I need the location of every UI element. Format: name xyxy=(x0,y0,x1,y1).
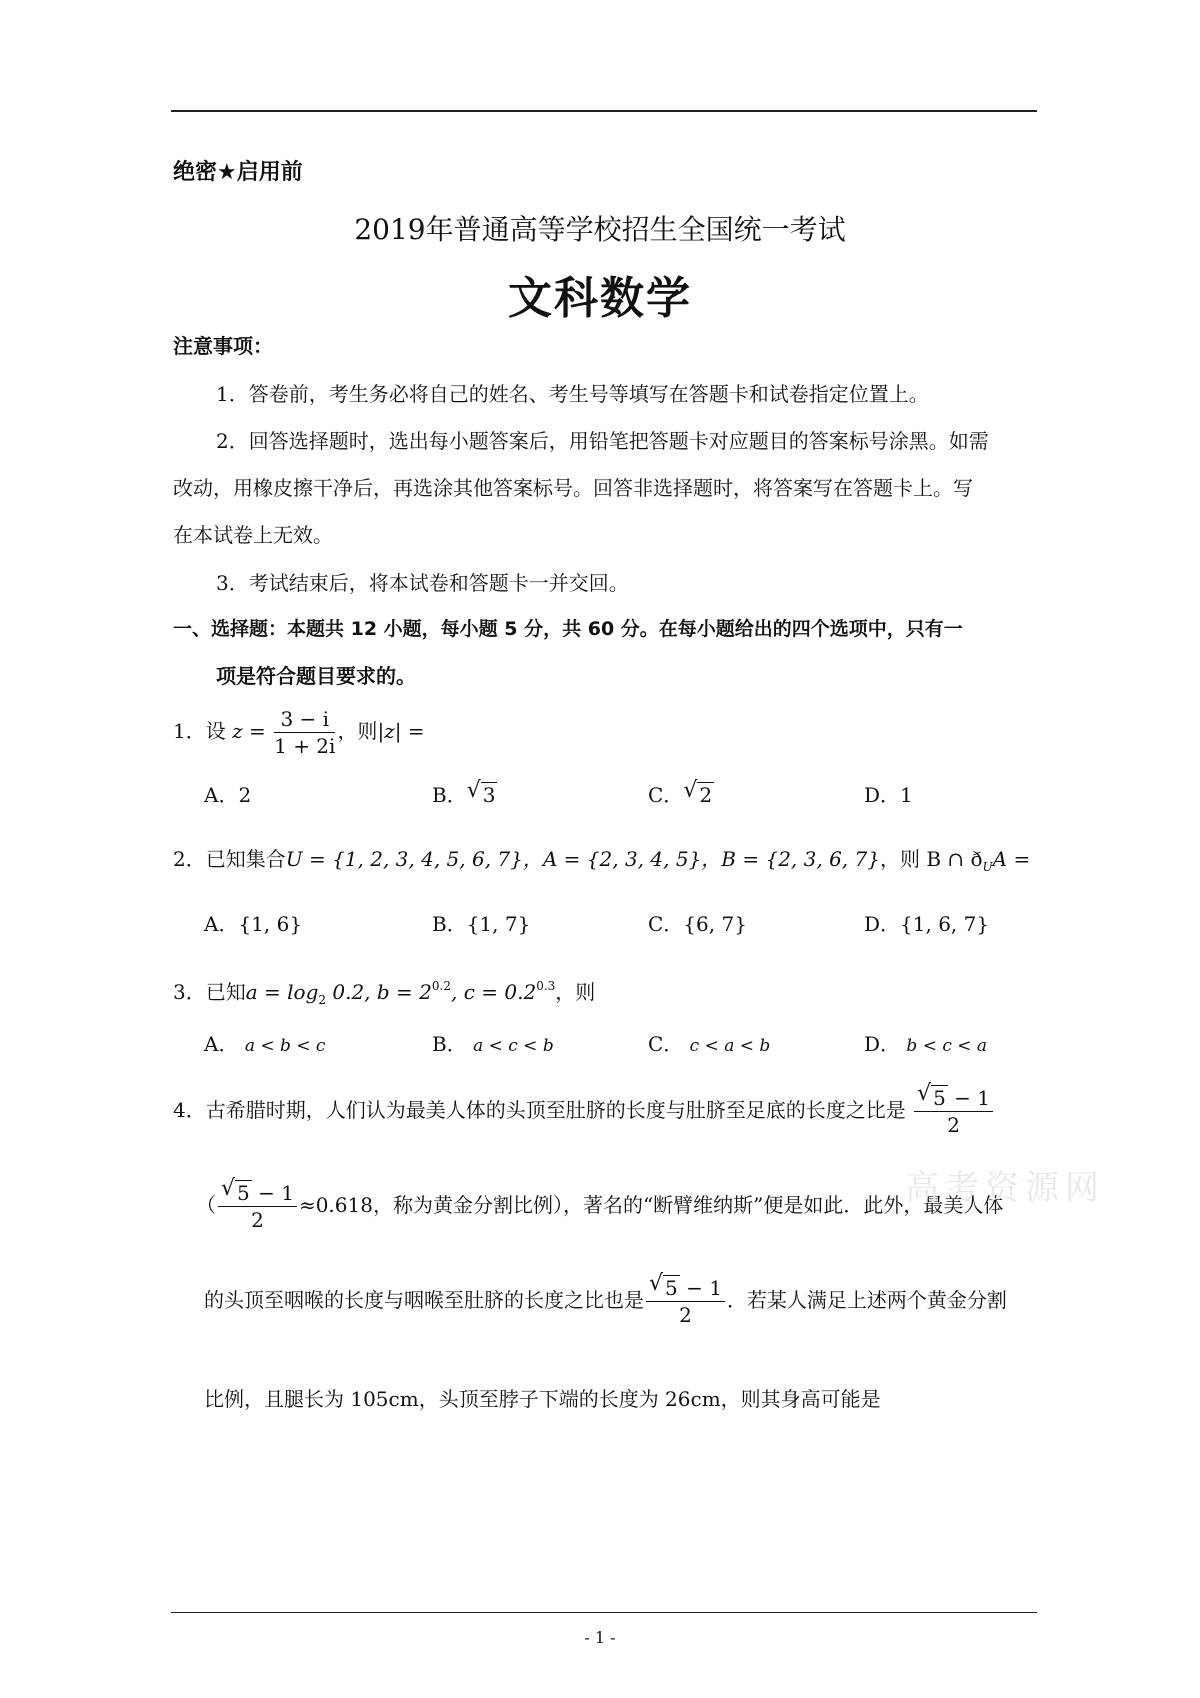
q1-option-c: C． √ 2 xyxy=(648,778,713,807)
notice-item-2-line-3: 在本试卷上无效。 xyxy=(173,523,333,547)
question-4-line-1: 4．古希腊时期，人们认为最美人体的头顶至肚脐的长度与肚脐至足底的长度之比是 √ 5 − 1 2 xyxy=(173,1085,995,1138)
q1-option-d: D．1 xyxy=(864,783,913,807)
question-3: 3．已知$a = \log_2 0.2$, $b = 2^{0.2}$, $c = 0.2^{0.3}$，则 xyxy=(173,979,596,1007)
q2-option-b: B．{1, 7} xyxy=(432,912,531,936)
q3-option-c: C． c < a < b xyxy=(648,1032,771,1056)
secret-label: 绝密★启用前 xyxy=(173,160,303,185)
q3-option-b: B． a < c < b xyxy=(432,1032,554,1056)
q2-option-d: D．{1, 6, 7} xyxy=(864,912,990,936)
subject-title: 文科数学 xyxy=(508,273,692,324)
question-2: 2．已知集合U = {1, 2, 3, 4, 5, 6, 7}，A = {2, 3, 4, 5}，B = {2, 3, 6, 7}，则 B ∩ $ð_UA$ = xyxy=(173,847,1031,874)
question-1: 1．设 z = $\frac{3 - i}{1 + 2i}$ ，则|z| = xyxy=(173,707,425,758)
q2-option-c: C．{6, 7} xyxy=(648,912,747,936)
page-number: - 1 - xyxy=(584,1628,616,1647)
notice-heading: 注意事项： xyxy=(173,334,273,358)
q2-option-a: A．{1, 6} xyxy=(204,912,303,936)
notice-item-1: 1．答卷前，考生务必将自己的姓名、考生号等填写在答题卡和试卷指定位置上。 xyxy=(216,382,929,406)
notice-item-2-line-2: 改动，用橡皮擦干净后，再选涂其他答案标号。回答非选择题时，将答案写在答题卡上。写 xyxy=(173,476,973,500)
golden-ratio-fraction: √ 5 − 1 2 xyxy=(914,1085,993,1138)
top-rule xyxy=(171,110,1037,112)
question-4-line-3: 的头顶至咽喉的长度与咽喉至肚脐的长度之比也是 √ 5 − 1 2 ．若某人满足上述两个黄金分割 xyxy=(204,1271,1007,1327)
fraction: $\frac{3 - i}{1 + 2i}$ xyxy=(274,707,336,758)
question-4-line-4: 比例，且腿长为 105cm，头顶至脖子下端的长度为 26cm，则其身高可能是 xyxy=(204,1387,881,1411)
question-4-line-2: （ √ 5 − 1 2 ≈0.618，称为黄金分割比例），著名的“断臂维纳斯”便是如此．此外，最美人体 xyxy=(196,1176,1004,1232)
golden-ratio-fraction: √ 5 − 1 2 xyxy=(218,1180,297,1233)
exam-title: 2019年普通高等学校招生全国统一考试 xyxy=(354,213,846,246)
notice-item-2-line-1: 2．回答选择题时，选出每小题答案后，用铅笔把答题卡对应题目的答案标号涂黑。如需 xyxy=(216,429,989,453)
q3-option-d: D． b < c < a xyxy=(864,1032,988,1056)
notice-item-3: 3．考试结束后，将本试卷和答题卡一并交回。 xyxy=(216,571,629,595)
bottom-rule xyxy=(171,1612,1037,1613)
watermark: 高考资源网 xyxy=(905,1168,1105,1208)
q1-option-a: A．2 xyxy=(204,783,252,807)
q3-option-a: A． a < b < c xyxy=(204,1032,326,1056)
golden-ratio-fraction: √ 5 − 1 2 xyxy=(646,1275,725,1328)
q1-option-b: B． √ 3 xyxy=(432,778,496,807)
section-heading-line-1: 一、选择题：本题共 12 小题，每小题 5 分，共 60 分。在每小题给出的四个选项中，只有一 xyxy=(173,618,963,640)
section-heading-line-2: 项是符合题目要求的。 xyxy=(216,664,416,688)
